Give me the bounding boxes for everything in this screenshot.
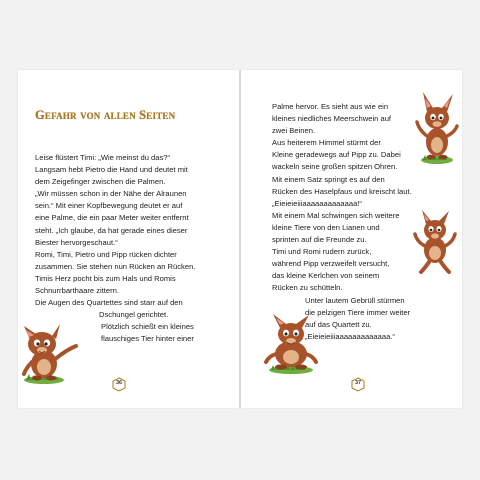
text-line: auf das Quartett zu. — [305, 319, 372, 329]
text-line: wackeln seine großen spitzen Ohren. — [272, 162, 398, 172]
text-line: Rücken zu schütteln. — [272, 283, 343, 293]
guinea-pig-creature-waving-illustration — [415, 90, 461, 166]
text-line: Unter lautem Gebrüll stürmen — [305, 295, 405, 305]
text-line: Biester hervorgeschaut.“ — [35, 237, 118, 247]
text-line: „Eieieieiiiaaaaaaaaaaaaa.“ — [305, 331, 395, 341]
text-line: die pelzigen Tiere immer weiter — [305, 307, 411, 317]
chapter-heading: Gefahr von allen Seiten — [35, 108, 176, 122]
text-line: kleine Tiere von den Lianen und — [272, 222, 380, 232]
text-line: zwei Beinen. — [272, 126, 316, 136]
text-line: sprinten auf die Freunde zu. — [272, 235, 367, 245]
text-line: Die Augen des Quartettes sind starr auf den — [35, 298, 183, 308]
text-line: Schnurrbarthaare zittern. — [35, 286, 119, 296]
text-line: Mit einem Satz springt es auf den — [272, 174, 385, 184]
text-line: das kleine Kerlchen von seinem — [272, 271, 380, 281]
page-number-badge — [112, 377, 126, 392]
text-line: Timi und Romi rudern zurück, — [272, 247, 372, 257]
left-page-text — [35, 152, 235, 346]
guinea-pig-creature-pointing-illustration — [20, 320, 82, 386]
text-line: steht. „Ich glaube, da hat gerade eines dieser — [35, 225, 188, 235]
text-line: Dschungel gerichtet. — [99, 310, 169, 320]
text-line: Aus heiterem Himmel stürmt der — [272, 138, 381, 148]
page-number: 36 — [115, 380, 123, 386]
text-line: sein.“ Mit einer Kopfbewegung deutet er auf — [35, 201, 183, 211]
book-spread — [0, 70, 480, 408]
guinea-pig-creature-crouching-illustration — [261, 310, 321, 376]
text-line: dem Zeigefinger zwischen die Palmen. — [35, 177, 166, 187]
left-page — [18, 70, 239, 408]
text-line: Palme hervor. Es sieht aus wie ein — [272, 102, 389, 111]
text-line: zusammen. Sie stehen nun Rücken an Rücken. — [35, 261, 196, 271]
text-line: Plötzlich schießt ein kleines — [101, 322, 194, 332]
text-line: „Eieieieiiiaaaaaaaaaaaaa!“ — [272, 198, 362, 208]
text-line: Mit einem Mal schwingen sich weitere — [272, 210, 400, 220]
text-line: Langsam hebt Pietro die Hand und deutet mit — [35, 165, 188, 175]
text-line: während Pipp verzweifelt versucht, — [272, 259, 390, 269]
text-line: „Wir müssen schon in der Nähe der Alraunen — [35, 189, 187, 199]
guinea-pig-creature-jumping-illustration — [413, 210, 457, 276]
text-line: Romi, Timi, Pietro und Pipp rücken dichter — [35, 249, 177, 259]
page-number-badge — [351, 377, 365, 392]
text-line: flauschiges Tier hinter einer — [101, 334, 194, 344]
text-line: kleines niedliches Meerschwein auf — [272, 114, 392, 124]
right-page — [241, 70, 462, 408]
page-number: 37 — [354, 380, 362, 386]
text-line: Timis Herz pocht bis zum Hals und Romis — [35, 273, 176, 283]
text-line: eine Palme, die ein paar Meter weiter entfernt — [35, 213, 189, 223]
text-line: Rücken des Haselpfaus und kreischt laut. — [272, 186, 412, 196]
text-line: Kleine geradewegs auf Pipp zu. Dabei — [272, 150, 401, 160]
text-line: Leise flüstert Timi: „Wie meinst du das?“ — [35, 153, 171, 162]
